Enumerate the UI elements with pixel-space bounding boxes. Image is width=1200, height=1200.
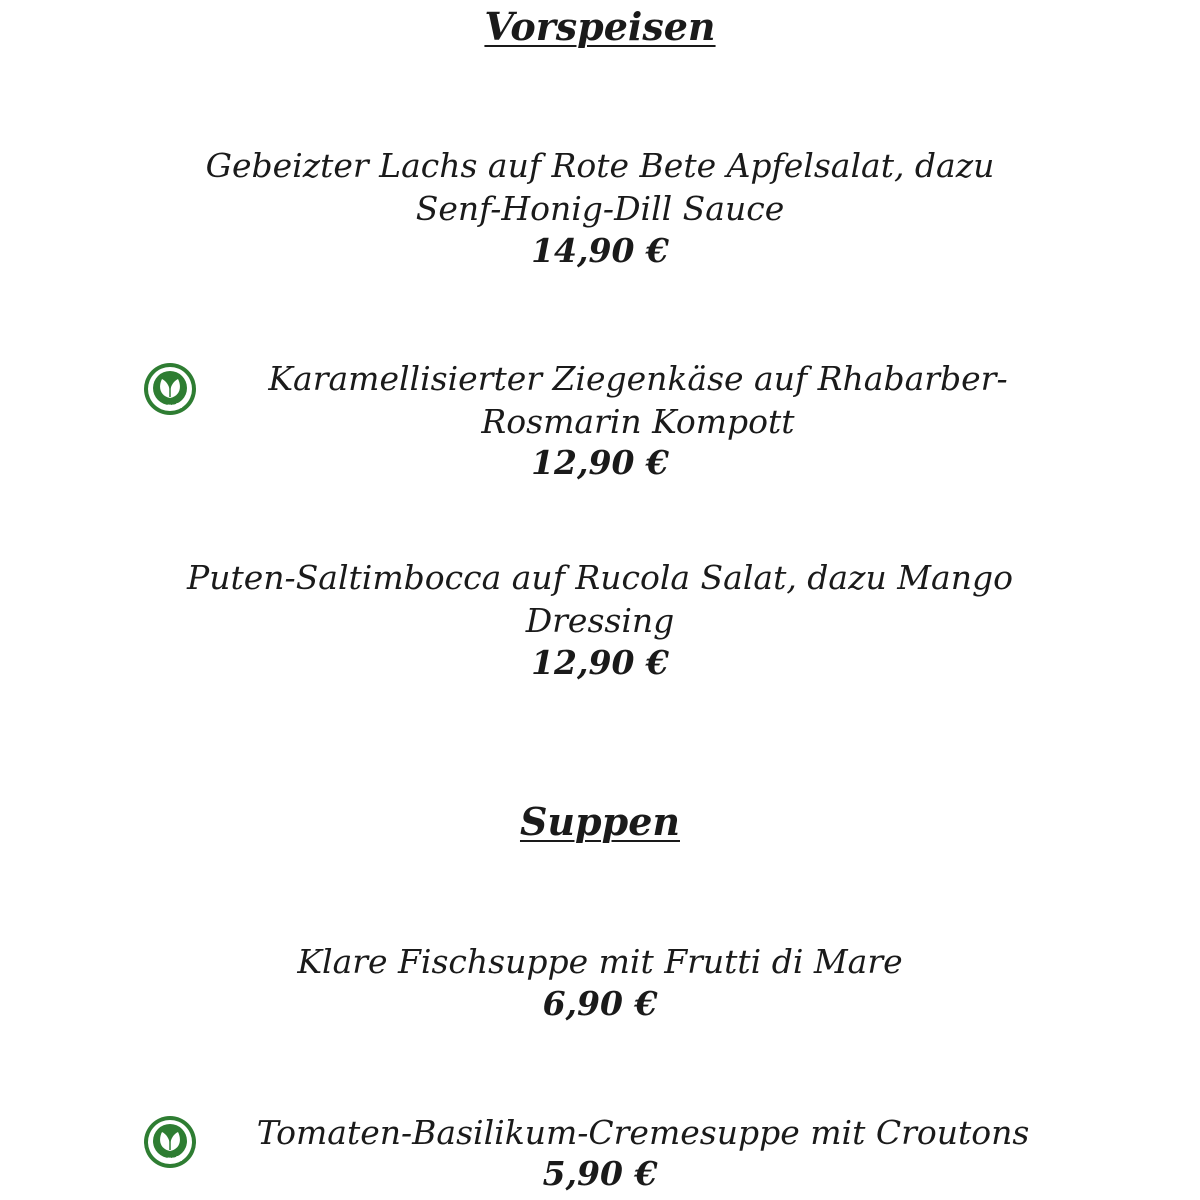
item-description-line: Senf-Honig-Dill Sauce	[415, 189, 785, 228]
menu-item	[0, 940, 1200, 1025]
section-title-vorspeisen: Vorspeisen	[484, 4, 716, 49]
item-description-line: Dressing	[525, 601, 675, 640]
svg-text:Veggie: Veggie	[157, 1155, 183, 1163]
item-description-line: Tomaten-Basilikum-Cremesuppe mit Croutons	[256, 1113, 1030, 1152]
svg-text:Veggie: Veggie	[157, 402, 183, 410]
section-title-suppen: Suppen	[519, 799, 680, 844]
leaf-icon	[142, 361, 198, 417]
veggie-badge	[142, 361, 198, 417]
menu-item	[236, 357, 1040, 443]
item-description-line: Gebeizter Lachs auf Rote Bete Apfelsalat, dazu	[205, 146, 995, 185]
item-price: 14,90 €	[531, 231, 669, 270]
item-description-line: Rosmarin Kompott	[481, 402, 795, 441]
item-price: 12,90 €	[531, 443, 669, 482]
menu-item	[226, 1111, 1060, 1154]
item-description-line: Klare Fischsuppe mit Frutti di Mare	[297, 942, 903, 981]
item-price: 6,90 €	[542, 984, 658, 1023]
item-price: 12,90 €	[531, 643, 669, 682]
item-description-line: Puten-Saltimbocca auf Rucola Salat, dazu Mango	[187, 558, 1013, 597]
item-description-line: Karamellisierter Ziegenkäse auf Rhabarber-	[268, 359, 1008, 398]
item-price: 5,90 €	[542, 1154, 658, 1193]
menu-item	[0, 144, 1200, 272]
menu-item	[0, 556, 1200, 684]
